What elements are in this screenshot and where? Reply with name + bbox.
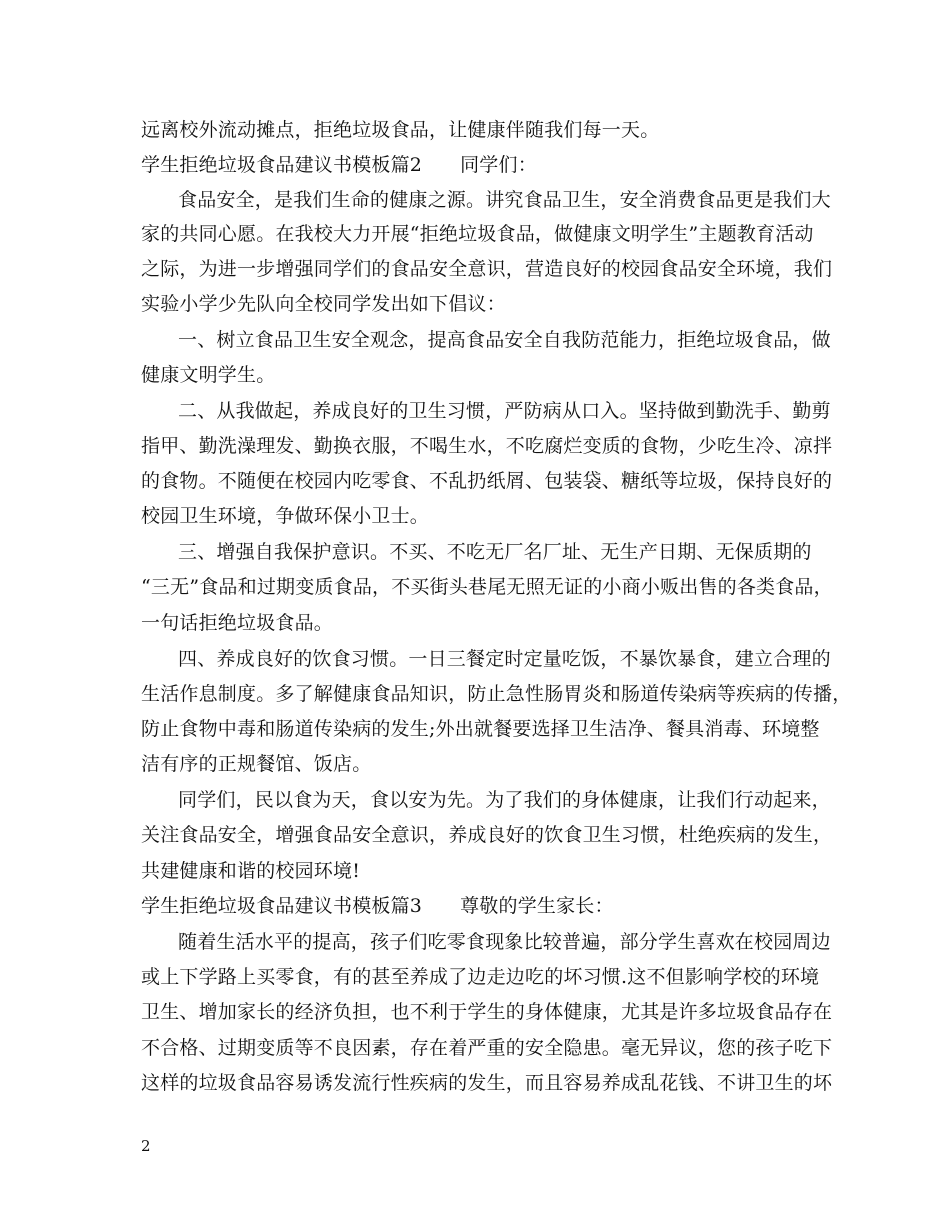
paragraph-line: “三无”食品和过期变质食品，不买街头巷尾无照无证的小商小贩出售的各类食品， [141, 576, 833, 598]
paragraph-line: 防止食物中毒和肠道传染病的发生;外出就餐要选择卫生洁净、餐具消毒、环境整 [141, 718, 820, 740]
section-heading-line [141, 153, 537, 177]
paragraph-line: 校园卫生环境，争做环保小卫士。 [141, 505, 430, 527]
paragraph-line: 共建健康和谐的校园环境! [141, 860, 361, 882]
paragraph-line: 三、增强自我保护意识。不买、不吃无厂名厂址、无生产日期、无保质期的 [178, 541, 812, 563]
salutation: 尊敬的学生家长： [460, 895, 614, 917]
paragraph-line: 四、养成良好的饮食习惯。一日三餐定时定量吃饭，不暴饮暴食，建立合理的 [178, 648, 831, 670]
paragraph-line: 一、树立食品卫生安全观念，提高食品安全自我防范能力，拒绝垃圾食品，做 [178, 329, 831, 351]
paragraph-line: 的食物。不随便在校园内吃零食、不乱扔纸屑、包装袋、糖纸等垃圾，保持良好的 [141, 470, 833, 492]
salutation: 同学们： [460, 154, 537, 176]
section-title: 学生拒绝垃圾食品建议书模板篇3 [141, 895, 423, 917]
page-number: 2 [141, 1137, 151, 1155]
paragraph-line: 洁有序的正规餐馆、饭店。 [141, 753, 372, 775]
paragraph-line: 关注食品安全，增强食品安全意识，养成良好的饮食卫生习惯，杜绝疾病的发生， [141, 824, 833, 846]
paragraph-line: 一句话拒绝垃圾食品。 [141, 612, 334, 634]
paragraph-line: 同学们，民以食为天，食以安为先。为了我们的身体健康，让我们行动起来， [178, 789, 831, 811]
paragraph-line: 健康文明学生。 [141, 364, 276, 386]
paragraph-line: 卫生、增加家长的经济负担，也不利于学生的身体健康，尤其是许多垃圾食品存在 [141, 1001, 833, 1023]
paragraph-line: 随着生活水平的提高，孩子们吃零食现象比较普遍，部分学生喜欢在校园周边 [178, 931, 831, 953]
paragraph-line: 生活作息制度。多了解健康食品知识，防止急性肠胃炎和肠道传染病等疾病的传播， [141, 683, 852, 705]
paragraph-line: 这样的垃圾食品容易诱发流行性疾病的发生，而且容易养成乱花钱、不讲卫生的坏 [141, 1072, 833, 1094]
section-title: 学生拒绝垃圾食品建议书模板篇2 [141, 154, 423, 176]
paragraph-line: 实验小学少先队向全校同学发出如下倡议： [141, 293, 506, 315]
paragraph-line: 不合格、过期变质等不良因素，存在着严重的安全隐患。毫无异议，您的孩子吃下 [141, 1037, 833, 1059]
paragraph-line: 或上下学路上买零食，有的甚至养成了边走边吃的坏习惯.这不但影响学校的环境 [141, 966, 820, 988]
paragraph-line: 之际，为进一步增强同学们的食品安全意识，营造良好的校园食品安全环境，我们 [141, 258, 833, 280]
text-line: 远离校外流动摊点，拒绝垃圾食品，让健康伴随我们每一天。 [141, 119, 660, 141]
paragraph-line: 二、从我做起，养成良好的卫生习惯，严防病从口入。坚持做到勤洗手、勤剪 [178, 400, 831, 422]
section-heading-line [141, 894, 614, 918]
paragraph-line: 食品安全，是我们生命的健康之源。讲究食品卫生，安全消费食品更是我们大 [178, 189, 831, 211]
paragraph-line: 指甲、勤洗澡理发、勤换衣服，不喝生水，不吃腐烂变质的食物，少吃生冷、凉拌 [141, 435, 833, 457]
paragraph-line: 家的共同心愿。在我校大力开展“拒绝垃圾食品，做健康文明学生”主题教育活动 [141, 223, 814, 245]
